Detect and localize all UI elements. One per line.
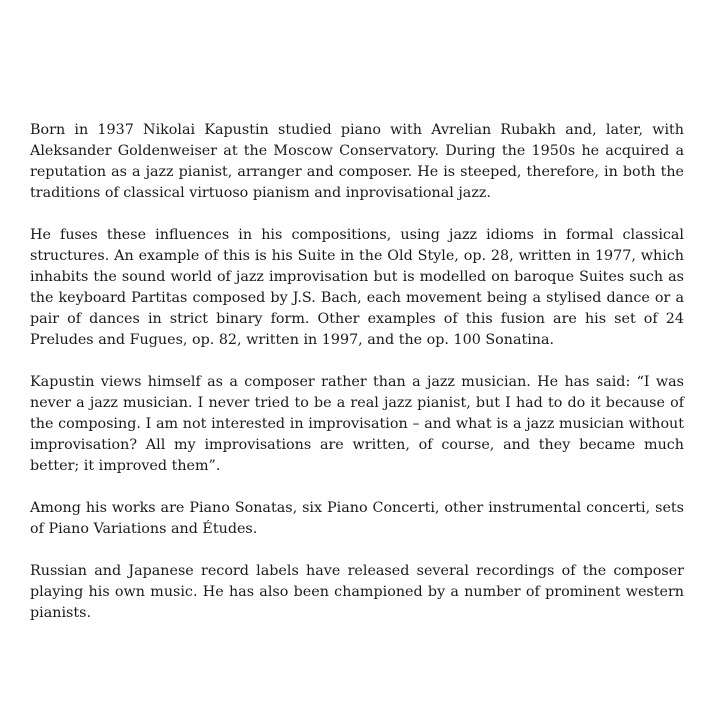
paragraph-quote: Kapustin views himself as a composer rather than a jazz musician. He has said: “I was never a jazz musician. I never tried to be a real jazz pianist, but I had to do it because of the composing. I am not interested in improvisation – and what is a jazz musician without improvisation? All my improvisations are written, of course, and they became much better; it improved them”. [30,374,684,474]
paragraph-works: Among his works are Piano Sonatas, six Piano Concerti, other instrumental concerti, sets of Piano Variations and Études. [30,500,684,537]
paragraph-fusion: He fuses these influences in his compositions, using jazz idioms in formal classical structures. An example of this is his Suite in the Old Style, op. 28, written in 1977, which inhabits the sound world of jazz improvisation but is modelled on baroque Suites such as the keyboard Partitas composed by J.S. Bach, each movement being a stylised dance or a pair of dances in strict binary form. Other examples of this fusion are his set of 24 Preludes and Fugues, op. 82, written in 1997, and the op. 100 Sonatina. [30,227,684,348]
document-body [30,120,684,645]
paragraph-recordings: Russian and Japanese record labels have released several recordings of the composer playing his own music. He has also been championed by a number of prominent western pianists. [30,563,684,621]
paragraph-early-life: Born in 1937 Nikolai Kapustin studied piano with Avrelian Rubakh and, later, with Aleksander Goldenweiser at the Moscow Conservatory. During the 1950s he acquired a reputation as a jazz pianist, arranger and composer. He is steeped, therefore, in both the traditions of classical virtuoso pianism and inprovisational jazz. [30,122,684,201]
